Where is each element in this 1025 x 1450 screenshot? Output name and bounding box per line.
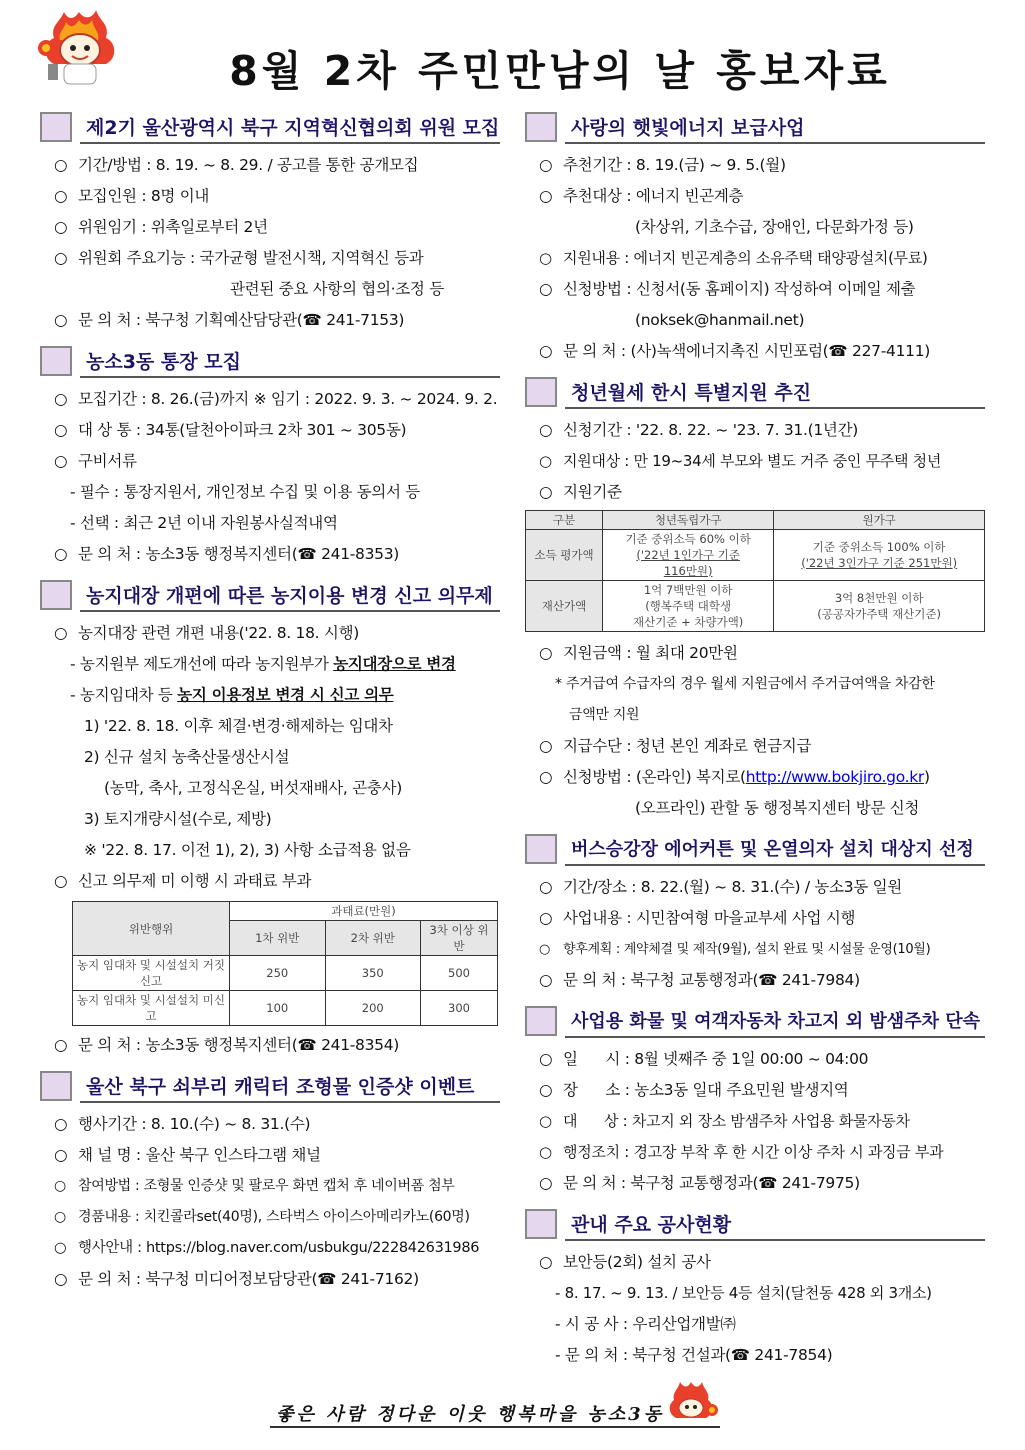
- fine-table: [72, 901, 498, 1026]
- table-row: 농지 임대차 및 시설설치 미신고 100 200 300: [73, 991, 498, 1026]
- section-marker-icon: [525, 1209, 557, 1239]
- section-character-event: [40, 1069, 500, 1295]
- footer: [270, 1392, 720, 1432]
- list-item: ○ 경품내용 : 치킨콜라set(40명), 스타벅스 아이스아메리카노(60명): [54, 1209, 470, 1225]
- section-title: 관내 주요 공사현황: [571, 1214, 732, 1236]
- email-text: (noksek@hanmail.net): [635, 311, 805, 329]
- table-header: 청년독립가구: [603, 511, 774, 530]
- section-marker-icon: [40, 346, 72, 376]
- contact-line: ○ 문 의 처 : 북구청 교통행정과(☎ 241-7984): [539, 971, 860, 989]
- table-row: 재산가액 1억 7백만원 이하 (행복주택 대학생 재산기준 + 차량가액) 3억 8천만원 이하 (공공자가주택 재산기준): [526, 581, 985, 632]
- contact-line: ○ 문 의 처 : 농소3동 행정복지센터(☎ 241-8353): [54, 545, 400, 563]
- list-item: ○ 기간/장소 : 8. 22.(월) ~ 8. 31.(수) / 농소3동 일원: [539, 878, 902, 896]
- section-header: [525, 375, 985, 409]
- table-header: 위반행위: [73, 902, 230, 956]
- list-subitem: 3) 토지개량시설(수로, 제방): [84, 810, 272, 828]
- section-marker-icon: [525, 1006, 557, 1036]
- list-item: ○ 지원내용 : 에너지 빈곤계층의 소유주택 태양광설치(무료): [539, 249, 928, 267]
- section-title: 울산 북구 쇠부리 캐릭터 조형물 인증샷 이벤트: [86, 1076, 475, 1098]
- list-subitem: - 농지원부 제도개선에 따라 농지원부가 농지대장으로 변경: [70, 655, 456, 673]
- list-item: ○ 신청기간 : '22. 8. 22. ~ '23. 7. 31.(1년간): [539, 421, 859, 439]
- table-header: 원가구: [774, 511, 985, 530]
- list-item: ○ 지원금액 : 월 최대 20만원: [539, 644, 738, 662]
- section-header: [525, 1207, 985, 1241]
- note: * 주거급여 수급자의 경우 월세 지원금에서 주거급여액을 차감한: [555, 676, 935, 692]
- list-item: ○ 행정조치 : 경고장 부착 후 한 시간 이상 주차 시 과징금 부과: [539, 1143, 944, 1161]
- list-item: ○ 위원임기 : 위촉일로부터 2년: [54, 218, 268, 236]
- table-header: 3차 이상 위반: [421, 921, 498, 956]
- section-title: 농소3동 통장 모집: [86, 351, 241, 373]
- mascot-small-icon: [662, 1380, 720, 1430]
- note: 금액만 지원: [569, 707, 640, 723]
- section-header: [40, 1069, 500, 1103]
- section-tongjang-recruit: [40, 344, 500, 570]
- list-item: ○ 대 상 통 : 34통(달천아이파크 2차 301 ~ 305동): [54, 421, 407, 439]
- list-item: ○ 구비서류: [54, 452, 137, 470]
- section-title: 농지대장 개편에 따른 농지이용 변경 신고 의무제: [86, 585, 493, 607]
- section-marker-icon: [525, 834, 557, 864]
- list-item: ○ 기간/방법 : 8. 19. ~ 8. 29. / 공고를 통한 공개모집: [54, 156, 419, 174]
- list-item: ○ 모집인원 : 8명 이내: [54, 187, 210, 205]
- section-solar-energy: [525, 110, 985, 367]
- table-header: 과태료(만원): [230, 902, 498, 921]
- footer-slogan: 좋은 사람 정다운 이웃 행복마을 농소3동: [276, 1404, 665, 1425]
- section-title: 버스승강장 에어커튼 및 온열의자 설치 대상지 선정: [571, 839, 974, 860]
- list-item: ○ 대 상 : 차고지 외 장소 밤샘주차 사업용 화물자동차: [539, 1112, 910, 1130]
- list-item: ○ 보안등(2회) 설치 공사: [539, 1253, 711, 1271]
- left-column: [40, 110, 500, 1303]
- list-item: ○ 지원대상 : 만 19~34세 부모와 별도 거주 중인 무주택 청년: [539, 452, 942, 470]
- table-header: 1차 위반: [230, 921, 326, 956]
- section-header: [40, 578, 500, 612]
- list-item: ○ 지원기준: [539, 483, 622, 501]
- list-item: ○ 지급수단 : 청년 본인 계좌로 현금지급: [539, 737, 812, 755]
- list-item: ○ 모집기간 : 8. 26.(금)까지 ※ 임기 : 2022. 9. 3. ~ 2024. 9. 2.: [54, 390, 498, 408]
- table-row: 소득 평가액 기준 중위소득 60% 이하 ('22년 1인가구 기준 116만원) 기준 중위소득 100% 이하 ('22년 3인가구 기준 251만원): [526, 530, 985, 581]
- list-subitem: - 시 공 사 : 우리산업개발㈜: [555, 1315, 736, 1333]
- contact-line: ○ 문 의 처 : 북구청 기획예산담당관(☎ 241-7153): [54, 311, 405, 329]
- list-item: ○ 행사기간 : 8. 10.(수) ~ 8. 31.(수): [54, 1115, 311, 1133]
- contact-line: ○ 문 의 처 : (사)녹색에너지촉진 시민포럼(☎ 227-4111): [539, 342, 930, 360]
- right-column: [525, 110, 985, 1379]
- list-item: ○ 채 널 명 : 울산 북구 인스타그램 채널: [54, 1146, 321, 1164]
- list-item-continued: (오프라인) 관할 동 행정복지센터 방문 신청: [635, 799, 920, 817]
- section-innovation-council: [40, 110, 500, 336]
- section-header: [525, 1004, 985, 1038]
- section-header: [40, 344, 500, 378]
- list-subitem: - 선택 : 최근 2년 이내 자원봉사실적내역: [70, 514, 338, 532]
- section-construction: [525, 1207, 985, 1371]
- section-bus-stop: [525, 832, 985, 996]
- section-title: 사업용 화물 및 여객자동차 차고지 외 밤샘주차 단속: [571, 1011, 981, 1032]
- contact-line: - 문 의 처 : 북구청 건설과(☎ 241-7854): [555, 1346, 833, 1364]
- list-item: ○ 추천대상 : 에너지 빈곤계층: [539, 187, 744, 205]
- table-row: 농지 임대차 및 시설설치 거짓 신고 250 350 500: [73, 956, 498, 991]
- section-youth-rent: [525, 375, 985, 824]
- section-marker-icon: [525, 112, 557, 142]
- list-item: ○ 신청방법 : 신청서(동 홈페이지) 작성하여 이메일 제출: [539, 280, 916, 298]
- section-overnight-parking: [525, 1004, 985, 1199]
- list-subitem: - 필수 : 통장지원서, 개인정보 수집 및 이용 동의서 등: [70, 483, 420, 501]
- page-title: 8월 2차 주민만남의 날 홍보자료: [229, 47, 891, 95]
- table-header: 구분: [526, 511, 603, 530]
- event-link[interactable]: ○ 행사안내 : https://blog.naver.com/usbukgu/222842631986: [54, 1240, 480, 1256]
- note: ※ '22. 8. 17. 이전 1), 2), 3) 사항 소급적용 없음: [84, 841, 411, 859]
- section-header: [40, 110, 500, 144]
- section-title: 청년월세 한시 특별지원 추진: [571, 382, 812, 404]
- table-header: 2차 위반: [325, 921, 421, 956]
- list-subitem: (농막, 축사, 고정식온실, 버섯재배사, 곤충사): [104, 779, 402, 797]
- list-item: ○ 추천기간 : 8. 19.(금) ~ 9. 5.(월): [539, 156, 786, 174]
- list-subitem: 1) '22. 8. 18. 이후 체결·변경·해제하는 임대차: [84, 717, 393, 735]
- section-marker-icon: [40, 112, 72, 142]
- header: [0, 0, 1025, 100]
- section-marker-icon: [40, 1071, 72, 1101]
- list-item-continued: (차상위, 기초수급, 장애인, 다문화가정 등): [635, 218, 914, 236]
- section-marker-icon: [40, 580, 72, 610]
- mascot-icon: [34, 8, 124, 94]
- list-subitem: - 농지임대차 등 농지 이용정보 변경 시 신고 의무: [70, 686, 394, 704]
- list-subitem: 2) 신규 설치 농축산물생산시설: [84, 748, 290, 766]
- section-header: [525, 832, 985, 866]
- section-title: 제2기 울산광역시 북구 지역혁신협의회 위원 모집: [86, 117, 500, 139]
- list-subitem: - 8. 17. ~ 9. 13. / 보안등 4등 설치(달천동 428 외 3개소): [555, 1284, 932, 1302]
- list-item: ○ 향후계획 : 계약체결 및 제작(9월), 설치 완료 및 시설물 운영(10월): [539, 942, 931, 957]
- contact-line: ○ 문 의 처 : 북구청 교통행정과(☎ 241-7975): [539, 1174, 860, 1192]
- list-item-continued: 관련된 중요 사항의 협의·조정 등: [230, 280, 444, 298]
- list-item: ○ 사업내용 : 시민참여형 마을교부세 사업 시행: [539, 909, 856, 927]
- bokjiro-link[interactable]: http://www.bokjiro.go.kr: [745, 768, 925, 786]
- list-item: ○ 위원회 주요기능 : 국가균형 발전시책, 지역혁신 등과: [54, 249, 424, 267]
- list-item: ○ 장 소 : 농소3동 일대 주요민원 발생지역: [539, 1081, 849, 1099]
- list-item: ○ 신고 의무제 미 이행 시 과태료 부과: [54, 872, 312, 890]
- section-marker-icon: [525, 377, 557, 407]
- section-farmland-register: [40, 578, 500, 1061]
- list-item: ○ 농지대장 관련 개편 내용('22. 8. 18. 시행): [54, 624, 359, 642]
- criteria-table: [525, 510, 985, 632]
- list-item: ○ 참여방법 : 조형물 인증샷 및 팔로우 화면 캡처 후 네이버폼 첨부: [54, 1178, 455, 1194]
- list-item: ○ 일 시 : 8월 넷째주 중 1일 00:00 ~ 04:00: [539, 1050, 869, 1068]
- section-title: 사랑의 햇빛에너지 보급사업: [571, 117, 805, 139]
- section-header: [525, 110, 985, 144]
- contact-line: ○ 문 의 처 : 북구청 미디어정보담당관(☎ 241-7162): [54, 1270, 419, 1288]
- list-item: ○ 신청방법 : (온라인) 복지로(http://www.bokjiro.go.kr): [539, 768, 930, 786]
- contact-line: ○ 문 의 처 : 농소3동 행정복지센터(☎ 241-8354): [54, 1036, 400, 1054]
